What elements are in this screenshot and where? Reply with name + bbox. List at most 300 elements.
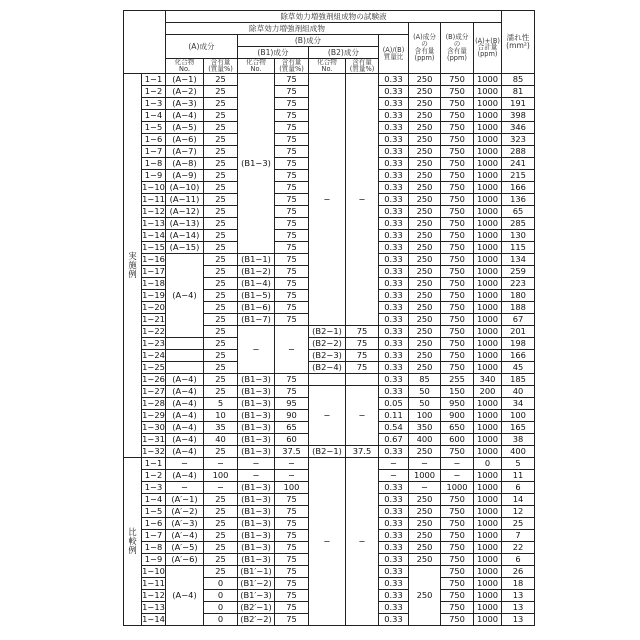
cell-total-ppm: 1000 <box>474 409 502 421</box>
cell-total-ppm: 1000 <box>474 157 502 169</box>
cell-a-ppm: − <box>409 457 441 469</box>
cell-run-no: 1−32 <box>142 445 166 457</box>
cell-b1-content: 75 <box>275 601 309 613</box>
cell-a-compound: (A−12) <box>166 205 204 217</box>
cell-wettability: 165 <box>502 421 535 433</box>
cell-ratio: 0.33 <box>379 97 409 109</box>
cell-a-ppm: 100 <box>409 409 441 421</box>
cell-b2-compound: (B2−1) <box>309 325 346 337</box>
cell-a-ppm: 250 <box>409 121 441 133</box>
cell-a-ppm: 250 <box>409 241 441 253</box>
cell-ratio: 0.33 <box>379 493 409 505</box>
cell-b-ppm: − <box>441 457 474 469</box>
cell-wettability: 100 <box>502 409 535 421</box>
cell-b1-content: 75 <box>275 229 309 241</box>
cell-a-content: 0 <box>204 577 238 589</box>
group-label-char: 例 <box>124 546 141 555</box>
cell-b-ppm: 1000 <box>441 481 474 493</box>
cell-b-ppm: 750 <box>441 361 474 373</box>
cell-total-ppm: 1000 <box>474 241 502 253</box>
cell-a-compound: (A−10) <box>166 181 204 193</box>
cell-a-compound: (A−6) <box>166 133 204 145</box>
cell-b1-content: 75 <box>275 373 309 385</box>
cell-ratio: 0.33 <box>379 349 409 361</box>
cell-a-ppm: 250 <box>409 445 441 457</box>
cell-wettability: 191 <box>502 97 535 109</box>
cell-b2-content: − <box>346 385 379 445</box>
cell-a-ppm: 250 <box>409 517 441 529</box>
cell-ratio: 0.11 <box>379 409 409 421</box>
cell-b1-content: 75 <box>275 157 309 169</box>
cell-b-ppm: 750 <box>441 265 474 277</box>
cell-total-ppm: 1000 <box>474 301 502 313</box>
cell-a-ppm: 250 <box>409 289 441 301</box>
cell-b-ppm: 750 <box>441 253 474 265</box>
cell-total-ppm: 1000 <box>474 433 502 445</box>
header-leakage: 濡れ性 (mm²) <box>502 11 535 74</box>
cell-ratio: 0.33 <box>379 145 409 157</box>
cell-wettability: 26 <box>502 565 535 577</box>
header-compound-no: 化合物 No. <box>238 59 275 74</box>
cell-wettability: 188 <box>502 301 535 313</box>
cell-b1-content: 90 <box>275 409 309 421</box>
cell-run-no: 1−2 <box>142 85 166 97</box>
cell-b1-content: 65 <box>275 421 309 433</box>
table-row <box>124 349 535 361</box>
group-label-char: 実 <box>124 252 141 261</box>
cell-run-no: 1−5 <box>142 505 166 517</box>
cell-b2-compound: (B2−3) <box>309 349 346 361</box>
cell-a-content: 25 <box>204 121 238 133</box>
header-b2-component: (B2)成分 <box>309 47 379 59</box>
cell-run-no: 1−21 <box>142 313 166 325</box>
cell-total-ppm: 1000 <box>474 397 502 409</box>
cell-ratio: 0.33 <box>379 325 409 337</box>
cell-a-compound: (A−15) <box>166 241 204 253</box>
cell-a-compound: (A′−3) <box>166 517 204 529</box>
cell-run-no: 1−4 <box>142 109 166 121</box>
cell-b1-content: − <box>275 325 309 373</box>
cell-wettability: 134 <box>502 253 535 265</box>
cell-a-compound <box>166 361 204 373</box>
cell-total-ppm: 1000 <box>474 325 502 337</box>
cell-a-content: 25 <box>204 73 238 85</box>
cell-run-no: 1−29 <box>142 409 166 421</box>
cell-a-content: 25 <box>204 241 238 253</box>
cell-a-ppm: 250 <box>409 265 441 277</box>
cell-total-ppm: 1000 <box>474 265 502 277</box>
cell-b1-content: 37.5 <box>275 445 309 457</box>
cell-b-ppm: 750 <box>441 109 474 121</box>
cell-total-ppm: 1000 <box>474 289 502 301</box>
cell-total-ppm: 1000 <box>474 613 502 625</box>
cell-run-no: 1−13 <box>142 217 166 229</box>
cell-total-ppm: 1000 <box>474 361 502 373</box>
cell-b-ppm: 750 <box>441 301 474 313</box>
cell-b1-content: 75 <box>275 253 309 265</box>
cell-b-ppm: 255 <box>441 373 474 385</box>
cell-b1-content: 75 <box>275 313 309 325</box>
cell-b2-content: 75 <box>346 325 379 337</box>
cell-ratio: 0.54 <box>379 421 409 433</box>
cell-b-ppm: 750 <box>441 601 474 613</box>
cell-run-no: 1−11 <box>142 577 166 589</box>
cell-a-ppm: 250 <box>409 193 441 205</box>
cell-b1-compound: (B1−3) <box>238 493 275 505</box>
cell-wettability: 215 <box>502 169 535 181</box>
cell-b-ppm: 750 <box>441 565 474 577</box>
cell-run-no: 1−28 <box>142 397 166 409</box>
cell-a-ppm: 250 <box>409 505 441 517</box>
cell-b-ppm: 900 <box>441 409 474 421</box>
cell-total-ppm: 1000 <box>474 217 502 229</box>
cell-wettability: 398 <box>502 109 535 121</box>
cell-a-ppm: 250 <box>409 565 441 625</box>
cell-b1-compound: (B1−2) <box>238 265 275 277</box>
cell-wettability: 13 <box>502 613 535 625</box>
cell-wettability: 259 <box>502 265 535 277</box>
cell-a-compound: (A−11) <box>166 193 204 205</box>
cell-run-no: 1−9 <box>142 169 166 181</box>
cell-b1-content: 75 <box>275 577 309 589</box>
cell-b1-compound: (B1−6) <box>238 301 275 313</box>
cell-b1-compound: − <box>238 457 275 469</box>
cell-a-ppm: 250 <box>409 277 441 289</box>
cell-wettability: 40 <box>502 385 535 397</box>
cell-ratio: 0.33 <box>379 313 409 325</box>
cell-a-content: 25 <box>204 157 238 169</box>
cell-a-content: 25 <box>204 229 238 241</box>
group-label-char: 例 <box>124 270 141 279</box>
cell-ratio: 0.33 <box>379 193 409 205</box>
cell-a-compound: (A′−2) <box>166 505 204 517</box>
cell-run-no: 1−7 <box>142 529 166 541</box>
cell-b2-content: 75 <box>346 337 379 349</box>
cell-wettability: 400 <box>502 445 535 457</box>
cell-b-ppm: 750 <box>441 73 474 85</box>
cell-a-compound: − <box>166 481 204 493</box>
cell-b1-content: − <box>275 469 309 481</box>
cell-ratio: 0.33 <box>379 277 409 289</box>
cell-a-compound: − <box>166 457 204 469</box>
header-ratio: (A)/(B) 質量比 <box>379 35 409 74</box>
cell-a-ppm: 250 <box>409 181 441 193</box>
cell-b-ppm: 750 <box>441 529 474 541</box>
cell-b-ppm: 750 <box>441 205 474 217</box>
cell-b-ppm: 750 <box>441 517 474 529</box>
cell-b-ppm: 750 <box>441 589 474 601</box>
cell-a-content: 25 <box>204 493 238 505</box>
cell-wettability: 25 <box>502 517 535 529</box>
group-label-char: 比 <box>124 528 141 537</box>
cell-b1-content: 75 <box>275 205 309 217</box>
cell-a-ppm: 250 <box>409 229 441 241</box>
cell-a-compound: (A−3) <box>166 97 204 109</box>
cell-b-ppm: 750 <box>441 349 474 361</box>
cell-a-ppm: 250 <box>409 541 441 553</box>
cell-total-ppm: 1000 <box>474 481 502 493</box>
cell-a-ppm: 250 <box>409 145 441 157</box>
cell-b-ppm: 750 <box>441 241 474 253</box>
cell-total-ppm: 1000 <box>474 253 502 265</box>
cell-a-ppm: 50 <box>409 385 441 397</box>
header-total-conc: (A)+(B) 合計量 (ppm) <box>474 23 502 74</box>
cell-a-compound: (A−9) <box>166 169 204 181</box>
header-a-component: (A)成分 <box>166 35 238 59</box>
cell-b1-compound: (B1−3) <box>238 529 275 541</box>
cell-a-compound: (A−4) <box>166 109 204 121</box>
cell-b1-content: 75 <box>275 553 309 565</box>
cell-a-ppm: 350 <box>409 421 441 433</box>
cell-b1-compound: (B1′−1) <box>238 565 275 577</box>
cell-wettability: 166 <box>502 349 535 361</box>
cell-b-ppm: 750 <box>441 313 474 325</box>
cell-a-compound: (A−4) <box>166 397 204 409</box>
cell-ratio: 0.67 <box>379 433 409 445</box>
cell-b-ppm: 150 <box>441 385 474 397</box>
cell-wettability: 22 <box>502 541 535 553</box>
cell-a-content: 0 <box>204 613 238 625</box>
cell-run-no: 1−12 <box>142 589 166 601</box>
cell-a-ppm: 50 <box>409 397 441 409</box>
cell-total-ppm: 1000 <box>474 181 502 193</box>
cell-a-ppm: 1000 <box>409 469 441 481</box>
cell-wettability: 130 <box>502 229 535 241</box>
cell-total-ppm: 1000 <box>474 277 502 289</box>
cell-b2-compound: (B2−2) <box>309 337 346 349</box>
cell-a-content: 25 <box>204 517 238 529</box>
cell-a-compound: (A−5) <box>166 121 204 133</box>
cell-b-ppm: 750 <box>441 97 474 109</box>
cell-wettability: 115 <box>502 241 535 253</box>
data-table-page <box>0 0 640 640</box>
cell-ratio: 0.33 <box>379 613 409 625</box>
cell-run-no: 1−25 <box>142 361 166 373</box>
cell-a-content: 25 <box>204 109 238 121</box>
cell-b-ppm: 750 <box>441 169 474 181</box>
cell-total-ppm: 340 <box>474 373 502 385</box>
cell-run-no: 1−26 <box>142 373 166 385</box>
cell-b-ppm: − <box>441 469 474 481</box>
cell-ratio: 0.33 <box>379 505 409 517</box>
cell-b2-content <box>346 373 379 385</box>
cell-b1-compound: − <box>238 469 275 481</box>
cell-b1-content: 75 <box>275 169 309 181</box>
cell-b-ppm: 750 <box>441 325 474 337</box>
cell-a-content: 100 <box>204 469 238 481</box>
header-compound-no: 化合物 No. <box>166 59 204 74</box>
table-row <box>124 337 535 349</box>
cell-a-compound: (A−4) <box>166 445 204 457</box>
header-content: 含有量 (質量%) <box>275 59 309 74</box>
cell-a-ppm: 250 <box>409 529 441 541</box>
cell-a-content: 25 <box>204 265 238 277</box>
table-row <box>124 445 535 457</box>
cell-run-no: 1−23 <box>142 337 166 349</box>
cell-b-ppm: 750 <box>441 157 474 169</box>
cell-a-ppm: 250 <box>409 169 441 181</box>
cell-a-ppm: − <box>409 481 441 493</box>
cell-ratio: 0.33 <box>379 109 409 121</box>
cell-a-ppm: 250 <box>409 157 441 169</box>
cell-run-no: 1−12 <box>142 205 166 217</box>
cell-b1-content: 75 <box>275 181 309 193</box>
cell-a-ppm: 250 <box>409 85 441 97</box>
cell-a-ppm: 250 <box>409 205 441 217</box>
cell-a-content: 25 <box>204 445 238 457</box>
cell-ratio: 0.33 <box>379 481 409 493</box>
cell-wettability: 34 <box>502 397 535 409</box>
cell-wettability: 346 <box>502 121 535 133</box>
cell-wettability: 67 <box>502 313 535 325</box>
cell-total-ppm: 1000 <box>474 121 502 133</box>
cell-wettability: 12 <box>502 505 535 517</box>
cell-b1-content: − <box>275 457 309 469</box>
group-label <box>124 73 142 457</box>
cell-ratio: 0.33 <box>379 445 409 457</box>
cell-run-no: 1−9 <box>142 553 166 565</box>
cell-b-ppm: 750 <box>441 133 474 145</box>
cell-total-ppm: 1000 <box>474 193 502 205</box>
cell-b1-compound: (B1−3) <box>238 433 275 445</box>
cell-wettability: 11 <box>502 469 535 481</box>
cell-b-ppm: 750 <box>441 553 474 565</box>
cell-a-compound: (A−2) <box>166 85 204 97</box>
cell-b1-content: 75 <box>275 493 309 505</box>
group-label <box>124 457 142 625</box>
table-row <box>124 385 535 397</box>
cell-run-no: 1−14 <box>142 613 166 625</box>
cell-b1-content: 75 <box>275 241 309 253</box>
cell-ratio: 0.33 <box>379 121 409 133</box>
cell-b1-content: 75 <box>275 133 309 145</box>
cell-wettability: 201 <box>502 325 535 337</box>
header-enhancer: 除草効力増強剤組成物 <box>166 23 409 35</box>
cell-wettability: 45 <box>502 361 535 373</box>
header-content: 含有量 (質量%) <box>204 59 238 74</box>
cell-wettability: 166 <box>502 181 535 193</box>
cell-run-no: 1−3 <box>142 481 166 493</box>
cell-run-no: 1−17 <box>142 265 166 277</box>
cell-b-ppm: 750 <box>441 121 474 133</box>
table-row <box>124 457 535 469</box>
cell-ratio: − <box>379 457 409 469</box>
cell-a-compound: (A−4) <box>166 385 204 397</box>
cell-run-no: 1−6 <box>142 133 166 145</box>
cell-a-compound: (A′−6) <box>166 553 204 565</box>
cell-wettability: 136 <box>502 193 535 205</box>
cell-b1-compound: (B1−3) <box>238 481 275 493</box>
cell-run-no: 1−7 <box>142 145 166 157</box>
cell-a-compound: (A′−4) <box>166 529 204 541</box>
cell-b1-content: 75 <box>275 277 309 289</box>
cell-b1-compound: − <box>238 325 275 373</box>
cell-a-compound: (A−4) <box>166 565 204 625</box>
cell-total-ppm: 0 <box>474 457 502 469</box>
cell-ratio: 0.33 <box>379 553 409 565</box>
cell-a-compound: (A−4) <box>166 373 204 385</box>
cell-b1-compound: (B1−4) <box>238 277 275 289</box>
cell-b1-content: 75 <box>275 73 309 85</box>
cell-b1-compound: (B1−3) <box>238 421 275 433</box>
cell-b1-compound: (B1−3) <box>238 397 275 409</box>
header-b-conc: (B)成分 の 含有量 (ppm) <box>441 23 474 74</box>
cell-run-no: 1−19 <box>142 289 166 301</box>
cell-run-no: 1−22 <box>142 325 166 337</box>
cell-wettability: 6 <box>502 553 535 565</box>
cell-a-ppm: 250 <box>409 337 441 349</box>
cell-a-ppm: 250 <box>409 73 441 85</box>
cell-run-no: 1−2 <box>142 469 166 481</box>
cell-b-ppm: 750 <box>441 577 474 589</box>
cell-total-ppm: 1000 <box>474 529 502 541</box>
cell-ratio: 0.33 <box>379 169 409 181</box>
cell-ratio: 0.33 <box>379 577 409 589</box>
cell-a-content: 25 <box>204 373 238 385</box>
table-row <box>124 361 535 373</box>
cell-a-ppm: 250 <box>409 301 441 313</box>
cell-a-compound: (A−4) <box>166 421 204 433</box>
cell-wettability: 81 <box>502 85 535 97</box>
cell-b-ppm: 750 <box>441 145 474 157</box>
group-label-char: 較 <box>124 537 141 546</box>
header-b-component: (B)成分 <box>238 35 379 47</box>
cell-a-ppm: 250 <box>409 361 441 373</box>
cell-b1-content: 75 <box>275 517 309 529</box>
cell-b-ppm: 950 <box>441 397 474 409</box>
cell-total-ppm: 1000 <box>474 73 502 85</box>
cell-b1-content: 95 <box>275 397 309 409</box>
cell-b-ppm: 750 <box>441 193 474 205</box>
cell-b-ppm: 750 <box>441 217 474 229</box>
cell-ratio: 0.33 <box>379 85 409 97</box>
cell-a-ppm: 250 <box>409 553 441 565</box>
cell-total-ppm: 1000 <box>474 445 502 457</box>
cell-b1-content: 75 <box>275 109 309 121</box>
cell-wettability: 18 <box>502 577 535 589</box>
cell-ratio: 0.33 <box>379 229 409 241</box>
cell-b-ppm: 750 <box>441 445 474 457</box>
cell-wettability: 223 <box>502 277 535 289</box>
cell-a-content: 0 <box>204 589 238 601</box>
cell-ratio: 0.33 <box>379 541 409 553</box>
cell-total-ppm: 1000 <box>474 313 502 325</box>
cell-total-ppm: 1000 <box>474 229 502 241</box>
cell-wettability: 198 <box>502 337 535 349</box>
cell-run-no: 1−18 <box>142 277 166 289</box>
cell-wettability: 288 <box>502 145 535 157</box>
cell-b1-content: 75 <box>275 145 309 157</box>
cell-ratio: 0.33 <box>379 181 409 193</box>
cell-a-ppm: 250 <box>409 217 441 229</box>
table-row <box>124 373 535 385</box>
cell-wettability: 6 <box>502 481 535 493</box>
cell-a-content: − <box>204 457 238 469</box>
cell-a-content: 25 <box>204 97 238 109</box>
cell-a-ppm: 250 <box>409 97 441 109</box>
cell-b2-content: 37.5 <box>346 445 379 457</box>
cell-a-content: 10 <box>204 409 238 421</box>
cell-run-no: 1−3 <box>142 97 166 109</box>
cell-b1-compound: (B1−5) <box>238 289 275 301</box>
cell-a-content: 25 <box>204 349 238 361</box>
cell-ratio: 0.33 <box>379 385 409 397</box>
cell-total-ppm: 1000 <box>474 577 502 589</box>
cell-b1-content: 75 <box>275 505 309 517</box>
cell-b1-compound: (B1−3) <box>238 553 275 565</box>
cell-total-ppm: 1000 <box>474 517 502 529</box>
cell-total-ppm: 1000 <box>474 589 502 601</box>
